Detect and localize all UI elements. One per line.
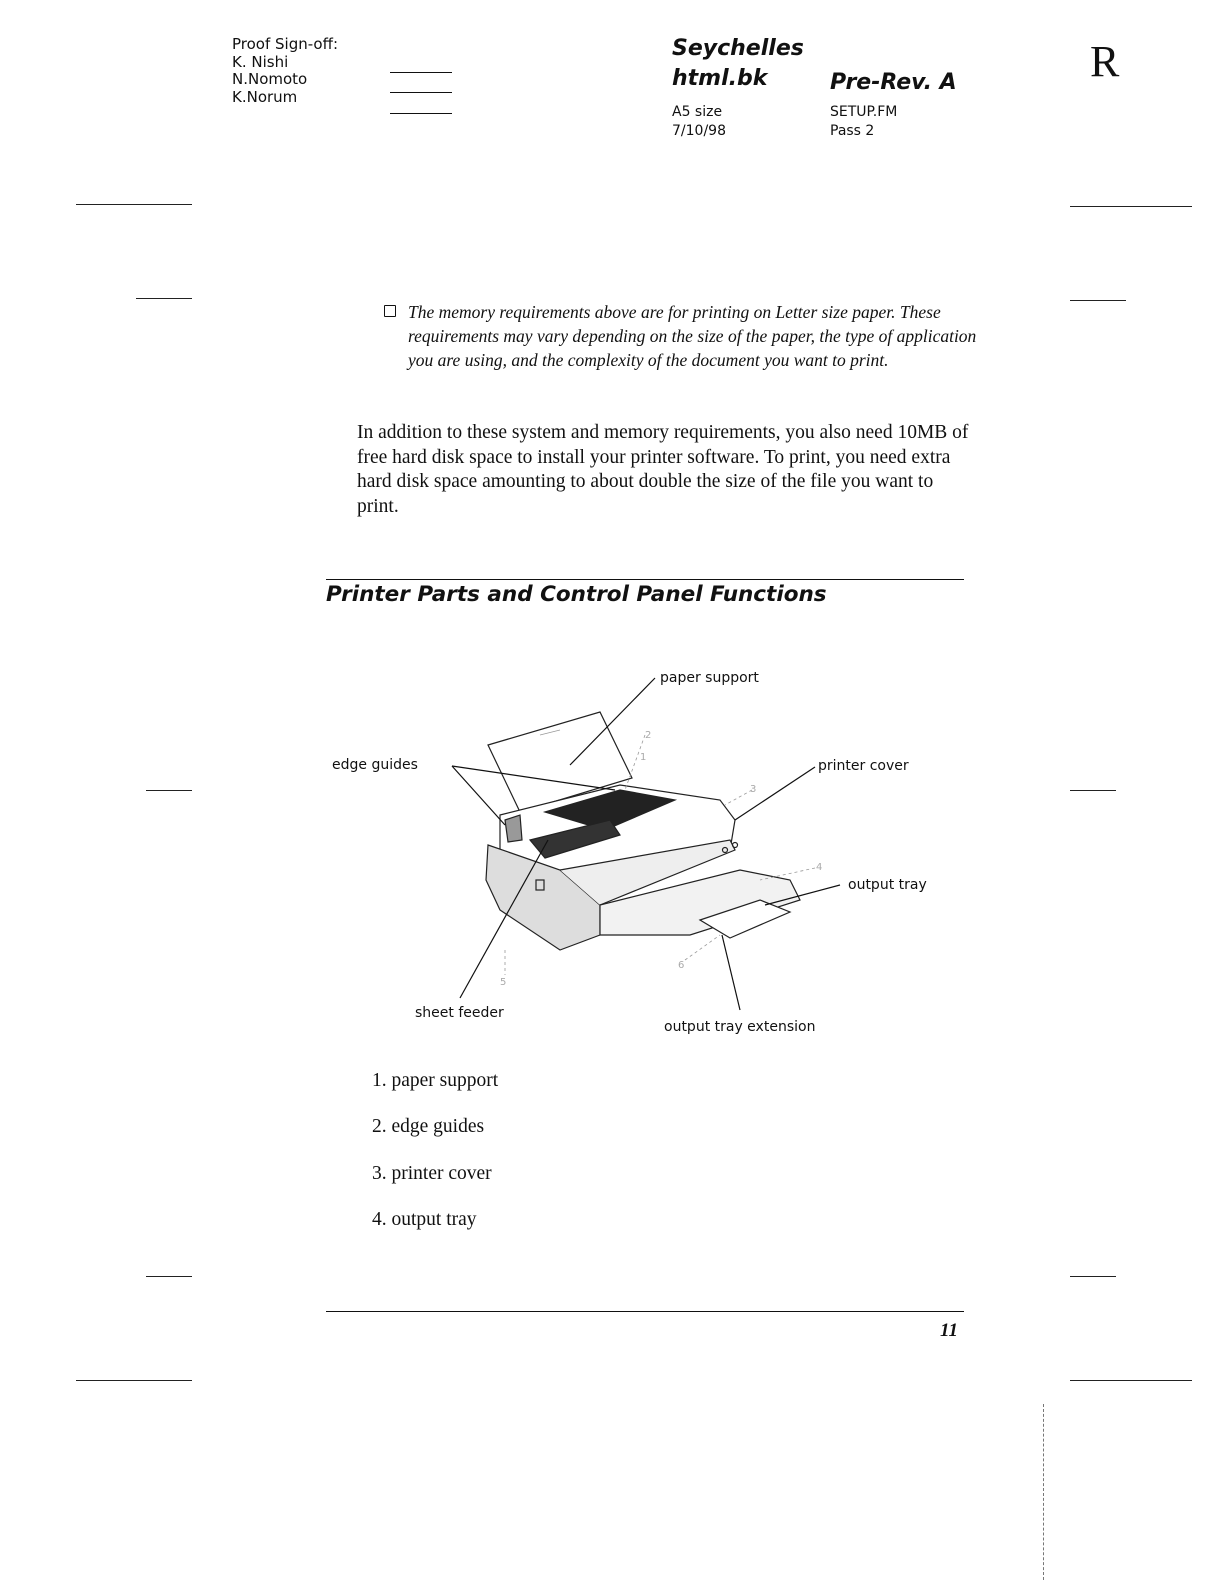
- list-item: 4. output tray: [372, 1209, 477, 1230]
- callout-2: 2: [645, 730, 652, 741]
- date-label: 7/10/98: [672, 123, 726, 139]
- footer-rule: [326, 1311, 964, 1312]
- list-item: 2. edge guides: [372, 1116, 485, 1137]
- label-sheet-feeder: sheet feeder: [415, 1005, 504, 1021]
- callout-6: 6: [678, 960, 685, 971]
- memory-note: The memory requirements above are for printing on Letter size paper. These requirements may vary depending on the size of the paper, the type of application you are using, and the complexity of the document you want to print.: [408, 302, 977, 370]
- book-title: Seychelles: [672, 36, 804, 61]
- filename-label: SETUP.FM: [830, 104, 898, 120]
- label-paper-support: paper support: [660, 670, 759, 686]
- proof-line-3: N.Nomoto: [232, 70, 308, 88]
- label-output-tray-extension: output tray extension: [664, 1019, 816, 1035]
- label-edge-guides: edge guides: [332, 757, 418, 773]
- proof-line-2: K. Nishi: [232, 52, 289, 71]
- book-file: html.bk: [672, 66, 768, 91]
- disk-space-paragraph: In addition to these system and memory requirements, you also need 10MB of free hard disk space to install your printer software. To print, you need extra hard disk space amounting to about double the size of the file you want to print.: [357, 422, 969, 517]
- section-title: Printer Parts and Control Panel Functions: [326, 582, 827, 607]
- page-number: 11: [940, 1320, 958, 1341]
- callout-3: 3: [750, 784, 757, 795]
- callout-5: 5: [500, 977, 507, 988]
- list-item: 3. printer cover: [372, 1163, 492, 1184]
- pass-label: Pass 2: [830, 123, 875, 139]
- leader-edge-guides-a: [452, 766, 505, 825]
- label-printer-cover: printer cover: [818, 758, 909, 774]
- proof-line-4: K.Norum: [232, 87, 298, 106]
- leader-printer-cover: [735, 767, 815, 820]
- callout-1: 1: [640, 752, 647, 763]
- list-item: 1. paper support: [372, 1070, 499, 1091]
- proof-line-1: Proof Sign-off:: [232, 35, 338, 53]
- callout-4: 4: [816, 862, 823, 873]
- corner-mark: R: [1090, 37, 1120, 86]
- label-output-tray: output tray: [848, 877, 927, 893]
- revision: Pre-Rev. A: [830, 70, 957, 95]
- size-label: A5 size: [672, 104, 723, 120]
- leader-output-tray-extension: [722, 935, 740, 1010]
